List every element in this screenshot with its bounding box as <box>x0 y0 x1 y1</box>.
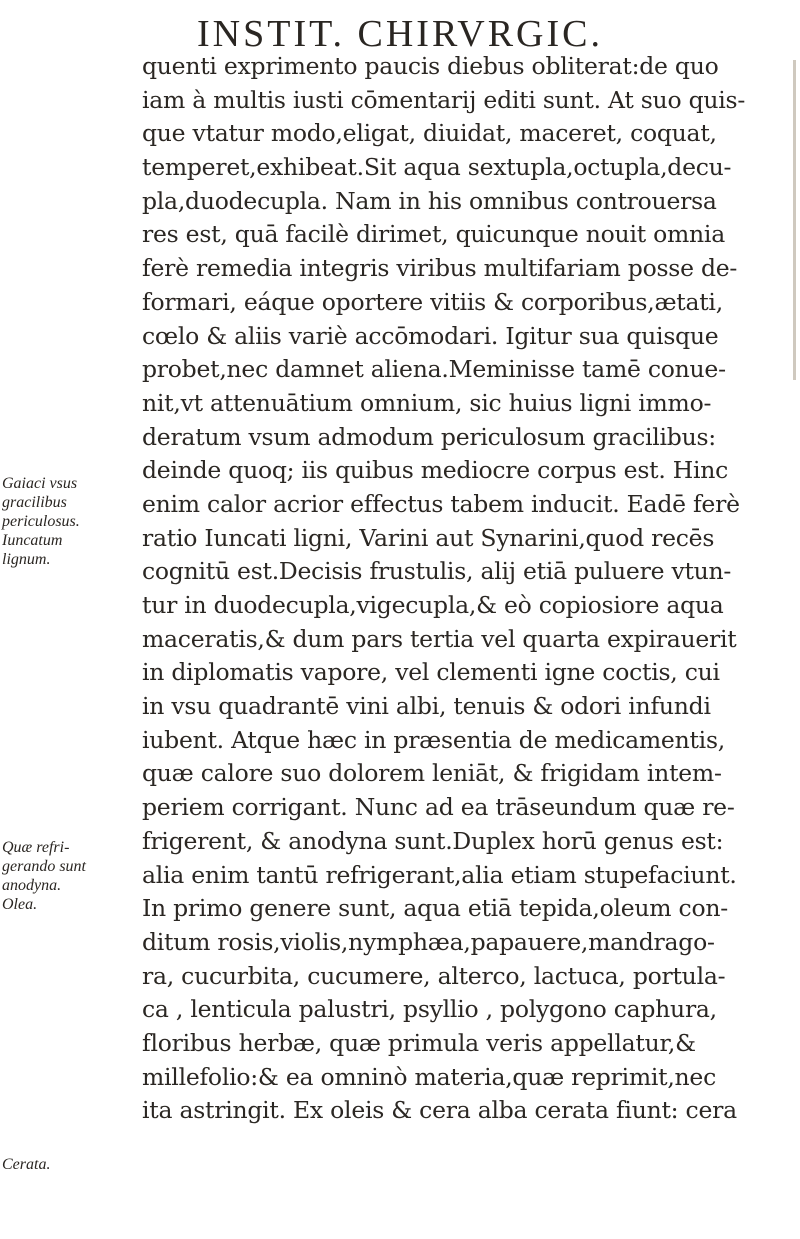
margin-note-line: anodyna. <box>2 877 62 894</box>
text-line: pla,duodecupla. Nam in his omnibus controuersa <box>142 186 717 215</box>
text-line: frigerent, & anodyna sunt.Duplex horū genus est: <box>142 826 724 855</box>
text-line: floribus herbæ, quæ primula veris appellatur,& <box>142 1028 696 1057</box>
text-line: alia enim tantū refrigerant,alia etiam stupefaciunt. <box>142 860 737 889</box>
text-line: que vtatur modo,eligat, diuidat, maceret, coquat, <box>142 119 717 148</box>
margin-note-cerata <box>2 1155 142 1174</box>
text-line: millefolio:& ea omninò materia,quæ reprimit,nec <box>142 1062 717 1091</box>
text-line: in vsu quadrantē vini albi, tenuis & odori infundi <box>142 692 711 721</box>
text-line: temperet,exhibeat.Sit aqua sextupla,octupla,decu- <box>142 153 732 182</box>
text-line: iubent. Atque hæc in præsentia de medicamentis, <box>142 725 725 754</box>
margin-note-line: gracilibus <box>2 494 67 511</box>
text-line: cognitū est.Decisis frustulis, alij etiā puluere vtun- <box>142 557 732 586</box>
margin-note-line: Cerata. <box>2 1156 51 1173</box>
text-line: ca , lenticula palustri, psyllio , polygono caphura, <box>142 995 717 1024</box>
margin-note-anodyna <box>2 838 142 914</box>
text-line: in diplomatis vapore, vel clementi igne coctis, cui <box>142 658 720 687</box>
text-line: In primo genere sunt, aqua etiā tepida,oleum con- <box>142 894 728 923</box>
margin-note-line: Olea. <box>2 896 38 913</box>
text-line: res est, quā facilè dirimet, quicunque nouit omnia <box>142 220 725 249</box>
margin-note-line: periculosus. <box>2 513 80 530</box>
text-line: periem corrigant. Nunc ad ea trāseundum quæ re- <box>142 793 735 822</box>
text-line: formari, eáque oportere vitiis & corporibus,ætati, <box>142 287 723 316</box>
margin-note-line: gerando sunt <box>2 858 86 875</box>
text-line: ratio Iuncati ligni, Varini aut Synarini,quod recēs <box>142 523 715 552</box>
margin-note-guaiac <box>2 474 142 569</box>
body-text <box>142 50 792 1128</box>
text-line: enim calor acrior effectus tabem inducit. Eadē ferè <box>142 489 740 518</box>
text-line: quenti exprimento paucis diebus obliterat:de quo <box>142 52 719 80</box>
text-line: deinde quoq; iis quibus mediocre corpus est. Hinc <box>142 456 729 485</box>
margin-note-line: Gaiaci vsus <box>2 475 78 492</box>
text-line: ferè remedia integris viribus multifariam posse de- <box>142 254 738 283</box>
text-line: deratum vsum admodum periculosum gracilibus: <box>142 422 716 451</box>
text-line: ra, cucurbita, cucumere, alterco, lactuca, portula- <box>142 961 726 990</box>
page-edge-shadow <box>793 60 796 380</box>
margin-note-line: Quæ refri- <box>2 839 70 856</box>
text-line: ita astringit. Ex oleis & cera alba cerata fiunt: cera <box>142 1096 737 1125</box>
margin-note-line: lignum. <box>2 551 51 568</box>
text-line: quæ calore suo dolorem leniāt, & frigidam intem- <box>142 759 722 788</box>
margin-note-line: Iuncatum <box>2 532 63 549</box>
text-line: nit,vt attenuātium omnium, sic huius ligni immo- <box>142 388 712 417</box>
text-line: probet,nec damnet aliena.Meminisse tamē conue- <box>142 355 726 384</box>
text-line: maceratis,& dum pars tertia vel quarta expirauerit <box>142 624 737 653</box>
text-line: iam à multis iusti cōmentarij editi sunt. At suo quis- <box>142 85 746 114</box>
text-line: tur in duodecupla,vigecupla,& eò copiosiore aqua <box>142 591 724 619</box>
text-line: cœlo & aliis variè accōmodari. Igitur sua quisque <box>142 321 719 350</box>
text-line: ditum rosis,violis,nymphæa,papauere,mandrago- <box>142 927 715 956</box>
running-header: INSTIT. CHIRVRGIC. <box>197 13 603 55</box>
